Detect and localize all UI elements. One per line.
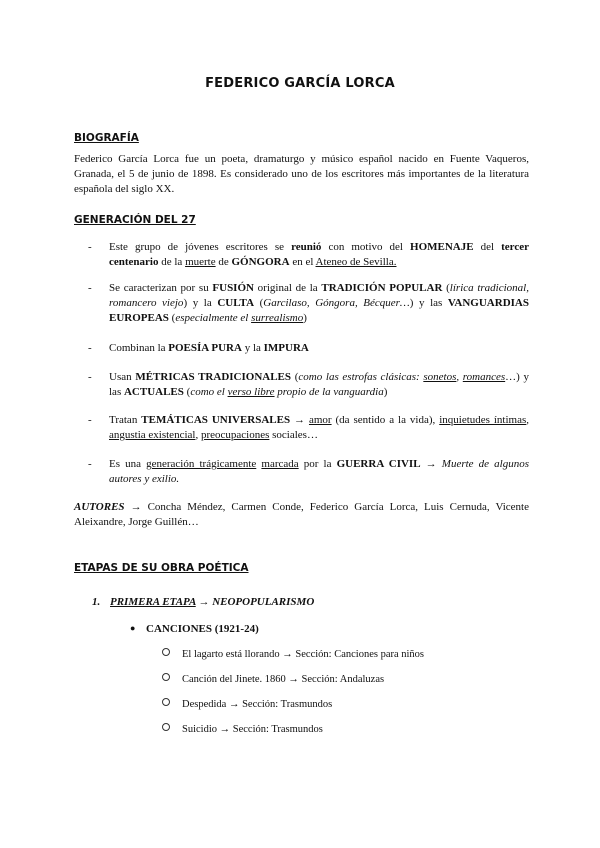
bullet-disc-icon: ●: [130, 623, 136, 633]
poem-item: Suicidio → Sección: Trasmundos: [162, 723, 323, 735]
ordered-item-1: 1. PRIMERA ETAPA → NEOPOPULARISMO: [92, 596, 315, 608]
bullet-text: Combinan la POESÍA PURA y la IMPURA: [109, 342, 309, 354]
bullet-text: Se caracterizan por su FUSIÓN original de la TRADICIÓN POPULAR (lírica tradicional, romancero viejo) y la CULTA (Garcilaso, Góngora, Bécquer…) y las VANGUARDIAS EUROPEAS (especialmente el surrealismo): [109, 282, 529, 324]
document-title: FEDERICO GARCÍA LORCA: [205, 76, 395, 91]
poem-item: El lagarto está llorando → Sección: Canciones para niños: [162, 648, 424, 660]
bullet-text: Es una generación trágicamente marcada por la GUERRA CIVIL → Muerte de algunos autores y exilio.: [109, 458, 530, 485]
document-page: FEDERICO GARCÍA LORCA BIOGRAFÍA Federico García Lorca fue un poeta, dramaturgo y músico español nacido en Fuente Vaqueros, Granada, el 5 de junio de 1898. Es considerado uno de los escritores más importantes de la literatura española del siglo XX. GENERACIÓN DEL 27 - Este grupo de jóvenes escritores se reunió con motivo del HOMENAJE del tercer centenario de la muerte de GÓNGORA en el Ateneo de Sevilla. - Se caracterizan por su FUSIÓN original de la TRADICIÓN POPULAR (lírica tradicional, romancero viejo) y la CULTA (Garcilaso, Góngora, Bécquer…) y las VANGUARDIAS EUROPEAS (especialmente el surrealismo) - Combinan la POESÍA PURA y la IMPURA - Usan MÉTRICAS TRADICIONALES (como las estrofas clásicas: sonetos, romances…) y las ACTUALES (como el verso libre propio de la vanguardia) - Tratan TEMÁTICAS UNIVERSALES → amor (da sentido a la vida), inquietudes íntimas, angustia existencial, preocupaciones sociales… - Es una generación trágicamente marcada por la GUERRA CIVIL → Muerte de algunos autores y exilio. AUTORES → Concha Méndez, Carmen Conde, Federico García Lorca, Luis Cernuda, Vicente Aleixandre, Jorge Guillén… ETAPAS DE SU OBRA POÉTICA 1. PRIMERA ETAPA → NEOPOPULARISMO ● CANCIONES (1921-24) El lagarto está llorando → Sección: Canciones para niños Canción del Jinete. 1860 → Sección: Andaluzas Despedida → Sección: Trasmundos Suicidio → Sección: Trasmundos: [0, 0, 600, 848]
biografia-paragraph: Federico García Lorca fue un poeta, dramaturgo y músico español nacido en Fuente Vaqueros, Granada, el 5 de junio de 1898. Es considerado uno de los escritores más importantes de la literatura española del siglo XX.: [74, 153, 529, 195]
heading-etapas: ETAPAS DE SU OBRA POÉTICA: [74, 562, 249, 574]
autores-paragraph: AUTORES → Concha Méndez, Carmen Conde, Federico García Lorca, Luis Cernuda, Vicente Aleixandre, Jorge Guillén…: [74, 501, 529, 528]
heading-biografia: BIOGRAFÍA: [74, 132, 139, 144]
bullet-text: Este grupo de jóvenes escritores se reunió con motivo del HOMENAJE del tercer centenario de la muerte de GÓNGORA en el Ateneo de Sevilla.: [109, 241, 529, 268]
heading-generacion: GENERACIÓN DEL 27: [74, 214, 196, 226]
bullet-text: Tratan TEMÁTICAS UNIVERSALES → amor (da sentido a la vida), inquietudes íntimas, angustia existencial, preocupaciones sociales…: [109, 414, 530, 441]
circle-bullet-icon: [162, 698, 170, 706]
circle-bullet-icon: [162, 648, 170, 656]
poem-item: Canción del Jinete. 1860 → Sección: Andaluzas: [162, 673, 384, 685]
bullet-text: Usan MÉTRICAS TRADICIONALES (como las estrofas clásicas: sonetos, romances…) y las ACTUALES (como el verso libre propio de la vanguardia): [109, 371, 530, 398]
poem-item: Despedida → Sección: Trasmundos: [162, 698, 332, 710]
canciones-item: ● CANCIONES (1921-24): [130, 623, 259, 635]
autores-label: AUTORES: [74, 501, 125, 513]
circle-bullet-icon: [162, 673, 170, 681]
circle-bullet-icon: [162, 723, 170, 731]
